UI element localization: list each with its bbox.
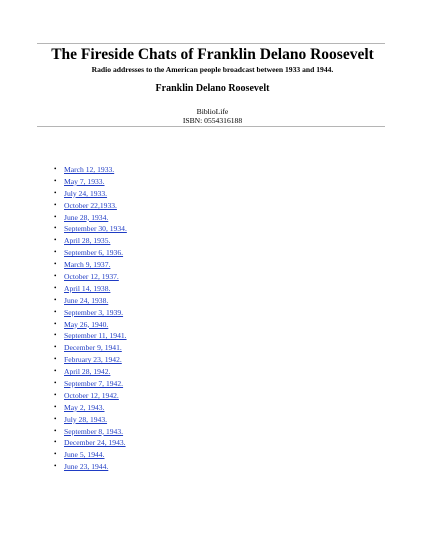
toc-link[interactable]: April 14, 1938.: [64, 283, 111, 293]
toc-item: [53, 426, 127, 438]
bullet-icon: •: [54, 379, 57, 388]
toc-link[interactable]: July 28, 1943.: [64, 414, 108, 424]
toc-link[interactable]: June 24, 1938.: [64, 295, 109, 305]
bullet-icon: •: [54, 438, 57, 447]
bullet-icon: •: [54, 236, 57, 245]
toc-item: [53, 390, 127, 402]
toc-link[interactable]: March 12, 1933.: [64, 165, 115, 174]
toc-item: [53, 330, 127, 342]
toc-item: [53, 414, 127, 426]
top-divider: [37, 43, 385, 44]
toc-item: [53, 449, 127, 461]
toc-link[interactable]: September 11, 1941.: [64, 331, 127, 341]
toc-item: [53, 319, 127, 331]
isbn-text: ISBN: 0554316188: [182, 116, 243, 125]
toc-link[interactable]: September 6, 1936.: [64, 248, 124, 258]
toc-link[interactable]: October 22,1933.: [64, 200, 117, 210]
bullet-icon: •: [54, 390, 57, 399]
toc-item: [53, 235, 127, 247]
bullet-icon: •: [54, 426, 57, 435]
table-of-contents: [53, 164, 127, 473]
document-title: The Fireside Chats of Franklin Delano Roosevelt: [51, 46, 374, 63]
bullet-icon: •: [54, 367, 57, 376]
bullet-icon: •: [54, 402, 57, 411]
publisher-name: BiblioLife: [196, 107, 229, 116]
toc-item: [53, 461, 127, 473]
toc-link[interactable]: July 24, 1933.: [64, 188, 108, 198]
bullet-icon: •: [54, 319, 57, 328]
toc-item: [53, 188, 127, 200]
toc-link[interactable]: June 23, 1944.: [64, 462, 109, 472]
bullet-icon: •: [54, 176, 57, 185]
bullet-icon: •: [54, 307, 57, 316]
toc-link[interactable]: April 28, 1942.: [64, 367, 111, 377]
bullet-icon: •: [54, 343, 57, 352]
bullet-icon: •: [54, 272, 57, 281]
toc-link[interactable]: March 9, 1937.: [64, 260, 111, 270]
bullet-icon: •: [54, 462, 57, 471]
toc-item: [53, 271, 127, 283]
bottom-divider: [37, 126, 385, 127]
bullet-icon: •: [54, 188, 57, 197]
toc-link[interactable]: October 12, 1942.: [64, 390, 119, 400]
bullet-icon: •: [54, 414, 57, 423]
toc-item: [53, 402, 127, 414]
toc-link[interactable]: December 24, 1943.: [64, 438, 126, 448]
author-name: Franklin Delano Roosevelt: [155, 83, 270, 94]
toc-item: [53, 247, 127, 259]
bullet-icon: •: [54, 212, 57, 221]
toc-item: [53, 164, 127, 176]
bullet-icon: •: [54, 165, 57, 173]
bullet-icon: •: [54, 224, 57, 233]
bullet-icon: •: [54, 260, 57, 269]
toc-item: [53, 295, 127, 307]
toc-item: [53, 354, 127, 366]
bullet-icon: •: [54, 200, 57, 209]
toc-link[interactable]: September 7, 1942.: [64, 379, 124, 389]
toc-item: [53, 176, 127, 188]
document-subtitle: Radio addresses to the American people broadcast between 1933 and 1944.: [91, 65, 334, 74]
toc-link[interactable]: May 26, 1940.: [64, 319, 109, 329]
toc-link[interactable]: October 12, 1937.: [64, 272, 119, 282]
toc-link[interactable]: June 28, 1934.: [64, 212, 109, 222]
toc-item: [53, 283, 127, 295]
toc-item: [53, 366, 127, 378]
toc-link[interactable]: December 9, 1941.: [64, 343, 122, 353]
toc-link[interactable]: September 3, 1939.: [64, 307, 124, 317]
toc-item: [53, 200, 127, 212]
toc-item: [53, 223, 127, 235]
toc-item: [53, 342, 127, 354]
toc-link[interactable]: April 28, 1935.: [64, 236, 111, 246]
bullet-icon: •: [54, 355, 57, 364]
bullet-icon: •: [54, 331, 57, 340]
toc-item: [53, 307, 127, 319]
toc-link[interactable]: June 5, 1944.: [64, 450, 105, 460]
toc-link[interactable]: September 30, 1934.: [64, 224, 127, 234]
bullet-icon: •: [54, 295, 57, 304]
toc-link[interactable]: February 23, 1942.: [64, 355, 122, 365]
toc-item: [53, 259, 127, 271]
toc-item: [53, 378, 127, 390]
bullet-icon: •: [54, 248, 57, 257]
toc-link[interactable]: September 8, 1943.: [64, 426, 124, 436]
bullet-icon: •: [54, 450, 57, 459]
bullet-icon: •: [54, 283, 57, 292]
toc-link[interactable]: May 7, 1933.: [64, 176, 105, 186]
toc-item: [53, 437, 127, 449]
toc-item: [53, 212, 127, 224]
toc-link[interactable]: May 2, 1943.: [64, 402, 105, 412]
